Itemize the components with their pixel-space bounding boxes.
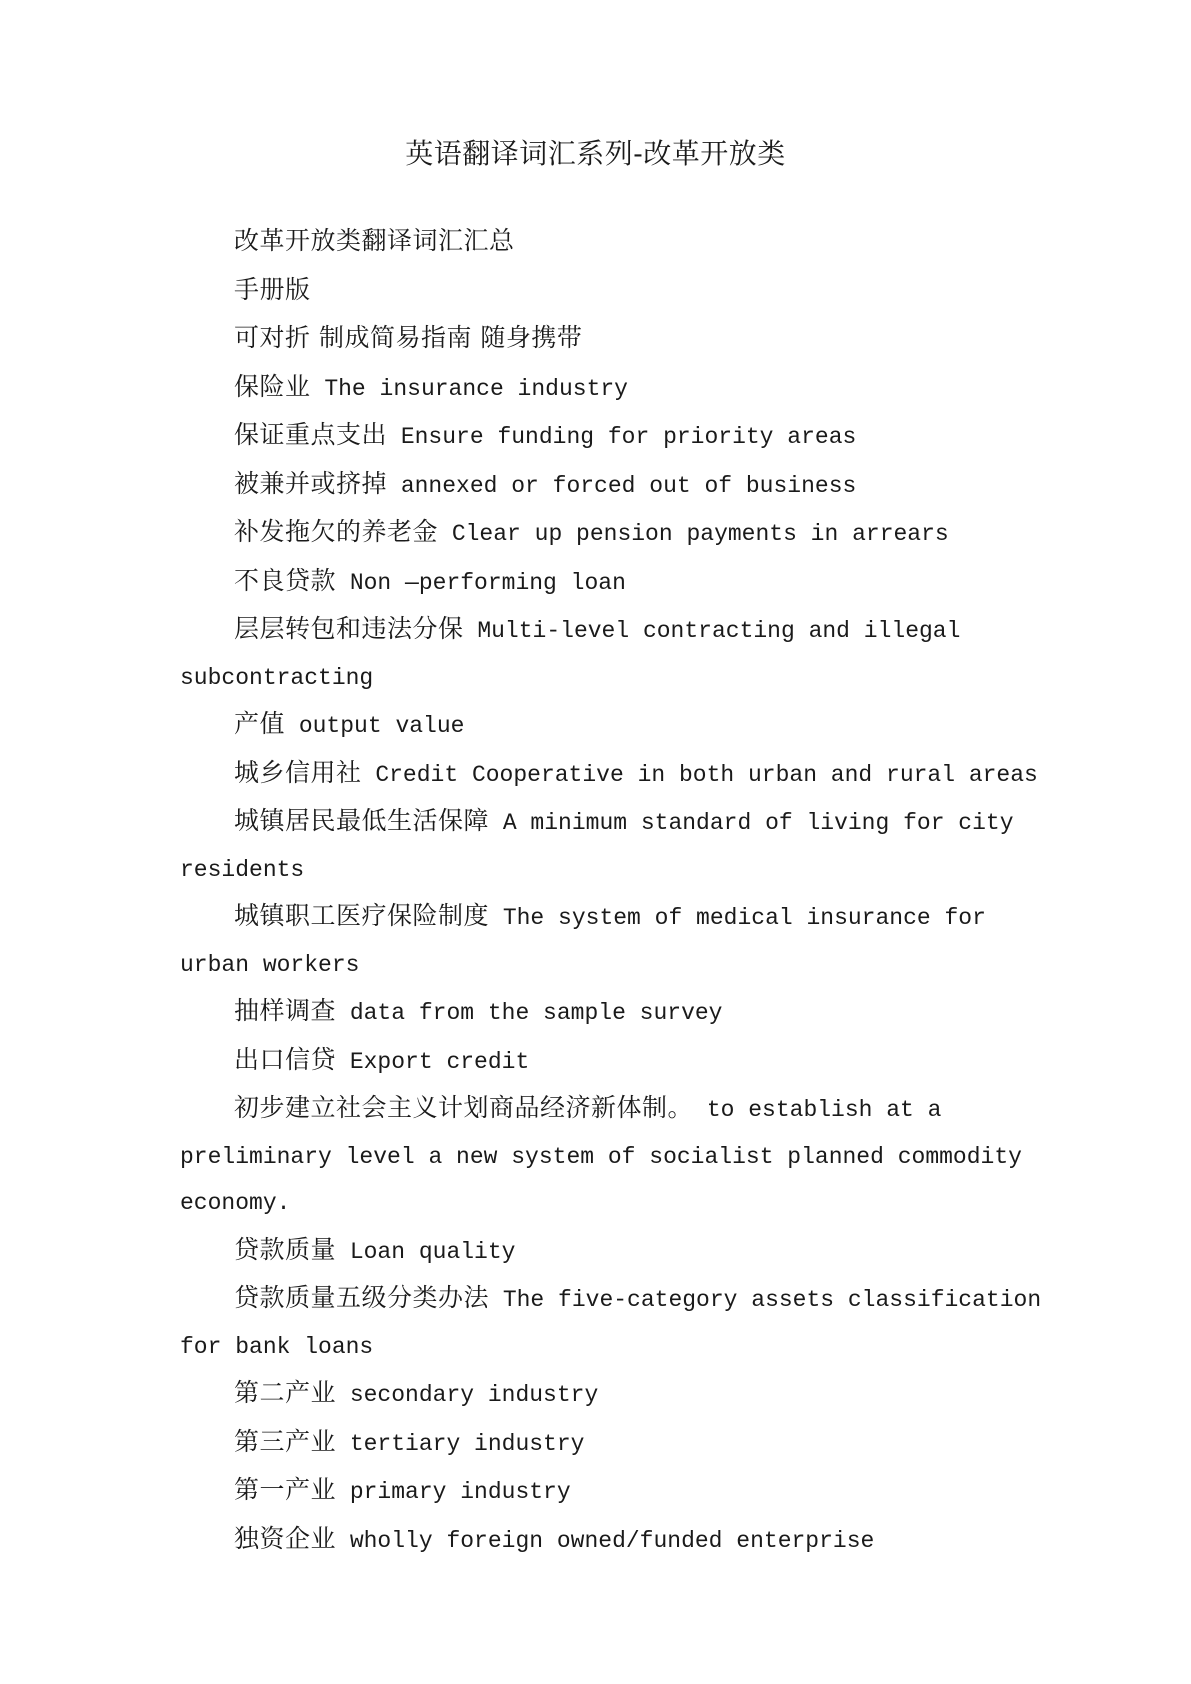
glossary-entry: [180, 701, 1048, 750]
glossary-entry: [180, 606, 1048, 701]
glossary-entry: [180, 558, 1048, 607]
glossary-entry: [180, 364, 1048, 413]
glossary-list: [180, 218, 1048, 1564]
glossary-entry: [180, 509, 1048, 558]
glossary-entry: [180, 1516, 1048, 1565]
entry-chinese: 第一产业: [234, 1475, 337, 1504]
entry-english: Loan quality: [349, 1238, 516, 1265]
entry-english: Credit Cooperative in both urban and rural areas: [375, 761, 1038, 788]
entry-chinese: 贷款质量五级分类办法: [234, 1283, 490, 1312]
entry-english: output value: [298, 713, 465, 739]
entry-english: primary industry: [349, 1479, 571, 1505]
entry-chinese: 保证重点支出: [234, 420, 388, 449]
entry-english: secondary industry: [349, 1382, 599, 1408]
entry-chinese: 初步建立社会主义计划商品经济新体制。: [234, 1093, 694, 1122]
entry-english: Multi-level contracting and illegal subcontracting: [180, 618, 961, 691]
glossary-entry: [180, 1467, 1048, 1516]
entry-chinese: 抽样调查: [234, 996, 337, 1025]
entry-chinese: 补发拖欠的养老金: [234, 517, 439, 546]
entry-english: The insurance industry: [324, 375, 628, 402]
entry-chinese: 第二产业: [234, 1378, 337, 1407]
entry-chinese: 可对折 制成简易指南 随身携带: [234, 323, 583, 352]
glossary-entry: [180, 1085, 1048, 1227]
entry-chinese: 层层转包和违法分保: [234, 614, 464, 643]
entry-english: The five-category assets classification for bank loans: [180, 1287, 1042, 1360]
entry-english: wholly foreign owned/funded enterprise: [349, 1527, 875, 1554]
entry-english: annexed or forced out of business: [400, 472, 857, 499]
entry-chinese: 城镇职工医疗保险制度: [234, 901, 490, 930]
entry-chinese: 改革开放类翻译词汇汇总: [234, 226, 515, 255]
entry-chinese: 产值: [234, 709, 286, 738]
entry-chinese: 城乡信用社: [234, 757, 362, 787]
glossary-entry: [180, 412, 1048, 461]
glossary-entry: [180, 218, 1048, 267]
entry-english: tertiary industry: [349, 1430, 585, 1457]
glossary-entry: [180, 893, 1048, 988]
glossary-entry: [180, 1227, 1048, 1276]
entry-chinese: 保险业: [234, 371, 311, 401]
entry-english: A minimum standard of living for city residents: [180, 810, 1014, 883]
entry-chinese: 独资企业: [234, 1523, 337, 1553]
glossary-entry: [180, 461, 1048, 510]
entry-chinese: 出口信贷: [234, 1044, 337, 1074]
entry-chinese: 贷款质量: [234, 1234, 337, 1264]
document-title: 英语翻译词汇系列-改革开放类: [405, 137, 786, 170]
entry-chinese: 被兼并或挤掉: [234, 468, 388, 498]
glossary-entry: [180, 1275, 1048, 1370]
entry-chinese: 第三产业: [234, 1426, 337, 1456]
entry-english: The system of medical insurance for urban workers: [180, 905, 986, 978]
glossary-entry: [180, 1037, 1048, 1086]
glossary-entry: [180, 798, 1048, 893]
glossary-entry: [180, 1370, 1048, 1419]
entry-chinese: 不良贷款: [234, 565, 337, 595]
entry-english: Non —performing loan: [349, 569, 626, 596]
glossary-entry: [180, 750, 1048, 799]
entry-chinese: 城镇居民最低生活保障: [234, 806, 490, 835]
entry-chinese: 手册版: [234, 274, 311, 304]
glossary-entry: [180, 267, 1048, 316]
entry-english: Clear up pension payments in arrears: [451, 521, 949, 547]
entry-english: Export credit: [349, 1048, 530, 1075]
glossary-entry: [180, 315, 1048, 364]
entry-english: Ensure funding for priority areas: [400, 424, 857, 450]
glossary-entry: [180, 1419, 1048, 1468]
entry-english: data from the sample survey: [349, 1000, 723, 1026]
glossary-entry: [180, 988, 1048, 1037]
entry-english: to establish at a preliminary level a new system of socialist planned commodity economy.: [180, 1097, 1022, 1216]
